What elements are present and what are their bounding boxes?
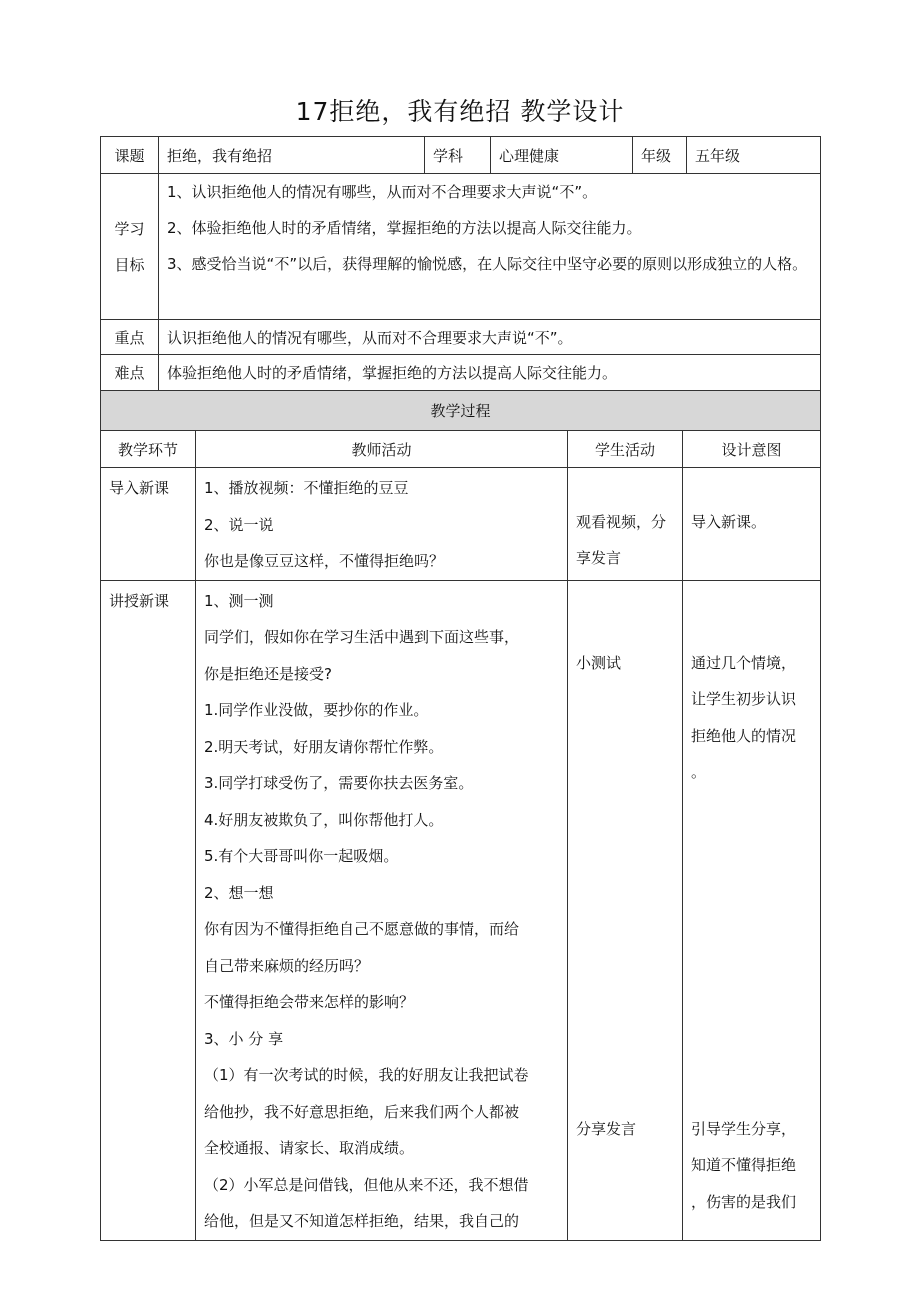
intro-student-activity — [568, 468, 683, 581]
student-share: 分享发言 — [576, 1119, 637, 1138]
teacher-line: 2.明天考试，好朋友请你帮忙作弊。 — [204, 737, 444, 756]
teacher-line: 3.同学打球受伤了，需要你扶去医务室。 — [204, 774, 474, 792]
student-quiz: 小测试 — [576, 653, 622, 672]
goal-item: 3、感受恰当说“不”以后，获得理解的愉悦感，在人际交往中坚守必要的原则以形成独立的人格。 — [167, 255, 808, 273]
teacher-line: 1、测一测 — [204, 591, 274, 610]
goal-item: 1、认识拒绝他人的情况有哪些，从而对不合理要求大声说“不”。 — [167, 183, 598, 201]
column-header-intent: 设计意图 — [683, 431, 821, 468]
topic-label: 课题 — [101, 137, 159, 174]
teacher-line: 1、播放视频：不懂拒绝的豆豆 — [204, 479, 409, 497]
teaching-process-table — [100, 390, 821, 1241]
grade-label: 年级 — [633, 137, 687, 174]
difficulty-text: 体验拒绝他人时的矛盾情绪，掌握拒绝的方法以提高人际交往能力。 — [159, 355, 821, 391]
goals-content — [159, 174, 821, 320]
key-point-label: 重点 — [101, 320, 159, 355]
goals-label-line1: 学习 — [114, 219, 145, 238]
stage-lesson: 讲授新课 — [101, 580, 196, 1240]
teacher-line: 4.好朋友被欺负了，叫你帮他打人。 — [204, 810, 444, 829]
intent-line: 通过几个情境， — [691, 653, 797, 672]
column-header-student: 学生活动 — [568, 431, 683, 468]
teacher-line: 不懂得拒绝会带来怎样的影响？ — [204, 993, 415, 1011]
teacher-line: 自己带来麻烦的经历吗？ — [204, 956, 370, 975]
intro-design-intent: 导入新课。 — [683, 468, 821, 581]
intent-block-1 — [691, 645, 796, 791]
stage-intro: 导入新课 — [101, 468, 196, 581]
intent-line: ，伤害的是我们 — [691, 1192, 797, 1211]
column-header-teacher: 教师活动 — [196, 431, 568, 468]
key-point-text: 认识拒绝他人的情况有哪些，从而对不合理要求大声说“不”。 — [159, 320, 821, 355]
teacher-line: 给他，但是又不知道怎样拒绝，结果，我自己的 — [204, 1212, 520, 1230]
teacher-line: 你有因为不懂得拒绝自己不愿意做的事情，而给 — [204, 920, 520, 938]
teacher-line: 1.同学作业没做，要抄你的作业。 — [204, 701, 429, 719]
lesson-design-intent — [683, 580, 821, 1240]
teacher-line: 5.有个大哥哥叫你一起吸烟。 — [204, 847, 399, 865]
subject-label: 学科 — [425, 137, 491, 174]
goals-label-line2: 目标 — [114, 255, 145, 274]
intent-line: 让学生初步认识 — [691, 690, 797, 708]
grade-value: 五年级 — [687, 137, 821, 174]
intent-line: 。 — [691, 763, 707, 781]
intent-line: 引导学生分享， — [691, 1119, 797, 1138]
intent-line: 拒绝他人的情况 — [691, 726, 797, 745]
subject-value: 心理健康 — [491, 137, 633, 174]
teacher-line: 3、小 分 享 — [204, 1029, 284, 1048]
document-title: 17拒绝，我有绝招 教学设计 — [295, 97, 625, 126]
teacher-line: 给他抄，我不好意思拒绝，后来我们两个人都被 — [204, 1102, 520, 1121]
teacher-line: 全校通报、请家长、取消成绩。 — [204, 1139, 415, 1157]
difficulty-label: 难点 — [101, 355, 159, 391]
process-header: 教学过程 — [101, 391, 821, 431]
teacher-line: 你也是像豆豆这样，不懂得拒绝吗？ — [204, 552, 445, 570]
goal-item: 2、体验拒绝他人时的矛盾情绪，掌握拒绝的方法以提高人际交往能力。 — [167, 219, 642, 237]
student-line: 享发言 — [576, 549, 622, 567]
column-header-stage: 教学环节 — [101, 431, 196, 468]
goals-label — [101, 174, 159, 320]
teacher-line: 同学们，假如你在学习生活中遇到下面这些事， — [204, 628, 520, 646]
teacher-line: 你是拒绝还是接受? — [204, 664, 332, 683]
lesson-teacher-activity — [196, 580, 568, 1240]
lesson-info-table — [100, 136, 821, 391]
intent-line: 知道不懂得拒绝 — [691, 1156, 797, 1174]
student-line: 观看视频，分 — [576, 513, 667, 531]
topic-value: 拒绝，我有绝招 — [159, 137, 425, 174]
teacher-line: （1）有一次考试的时候，我的好朋友让我把试卷 — [204, 1066, 529, 1084]
intro-teacher-activity — [196, 468, 568, 581]
teacher-line: 2、说一说 — [204, 515, 274, 534]
teacher-line: 2、想一想 — [204, 883, 274, 902]
intent-block-2 — [691, 1111, 796, 1221]
lesson-student-activity — [568, 580, 683, 1240]
teacher-line: （2）小军总是问借钱，但他从来不还，我不想借 — [204, 1175, 529, 1194]
